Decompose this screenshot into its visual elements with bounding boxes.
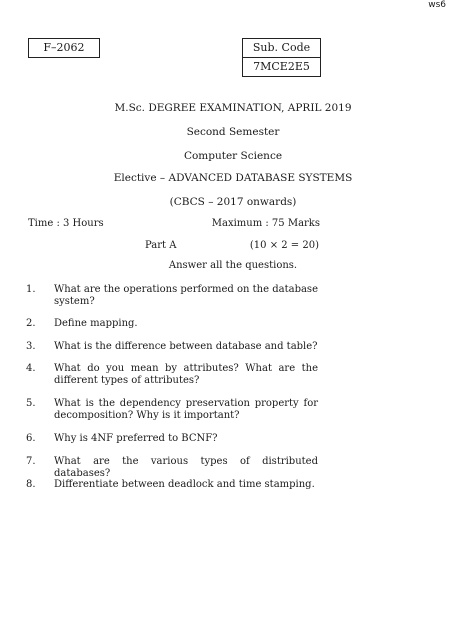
- question-text: Differentiate between deadlock and time stamping.: [54, 479, 315, 490]
- question-text: What is the difference between database and table?: [54, 341, 318, 352]
- question-number: 7.: [26, 456, 36, 467]
- paper-code-box: F–2062: [28, 38, 100, 58]
- question-number: 5.: [26, 398, 36, 409]
- question-text: What is the dependency preservation property for decomposition? Why is it important?: [54, 398, 318, 421]
- page-tag: ws6: [428, 0, 446, 10]
- sub-code-label: Sub. Code: [242, 38, 321, 58]
- question-number: 2.: [26, 318, 36, 329]
- part-marks: (10 × 2 = 20): [249, 240, 319, 251]
- time-label: Time : 3 Hours: [28, 218, 104, 229]
- scheme: (CBCS – 2017 onwards): [169, 196, 297, 208]
- semester: Second Semester: [186, 126, 280, 138]
- instruction: Answer all the questions.: [168, 260, 298, 271]
- question-text: Why is 4NF preferred to BCNF?: [54, 433, 218, 444]
- question-number: 4.: [26, 363, 36, 374]
- question-text: Define mapping.: [54, 318, 138, 329]
- question-text: What are the operations performed on the database system?: [54, 284, 318, 307]
- max-marks: Maximum : 75 Marks: [211, 218, 320, 229]
- part-title: Part A: [145, 240, 177, 251]
- question-text: What do you mean by attributes? What are the different types of attributes?: [54, 363, 318, 386]
- subject: Computer Science: [183, 150, 283, 162]
- question-number: 3.: [26, 341, 36, 352]
- exam-title: M.Sc. DEGREE EXAMINATION, APRIL 2019: [114, 102, 352, 114]
- sub-code-value: 7MCE2E5: [242, 57, 321, 77]
- question-number: 8.: [26, 479, 36, 490]
- question-number: 6.: [26, 433, 36, 444]
- elective-title: Elective – ADVANCED DATABASE SYSTEMS: [113, 172, 353, 184]
- question-number: 1.: [26, 284, 36, 295]
- question-text: What are the various types of distributed databases?: [54, 456, 318, 479]
